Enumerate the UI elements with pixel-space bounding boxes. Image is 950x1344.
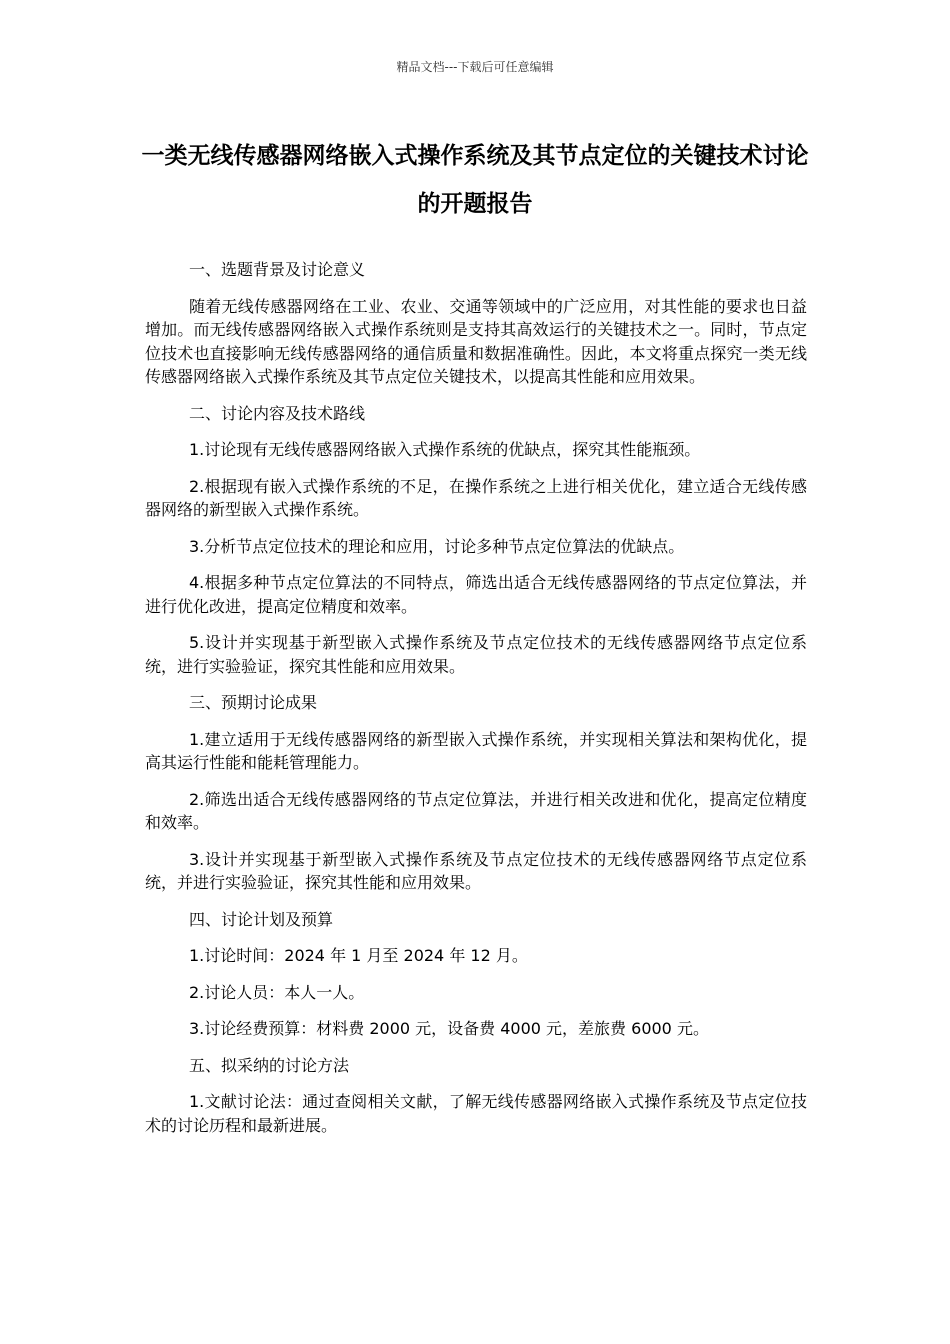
section-heading-background: 一、选题背景及讨论意义 bbox=[189, 260, 366, 279]
list-item: 4.根据多种节点定位算法的不同特点，筛选出适合无线传感器网络的节点定位算法，并进行优化改进，提高定位精度和效率。 bbox=[145, 573, 807, 616]
section-heading-methods: 五、拟采纳的讨论方法 bbox=[189, 1055, 350, 1075]
list-item: 2.讨论人员：本人一人。 bbox=[189, 982, 365, 1002]
list-item: 2.筛选出适合无线传感器网络的节点定位算法，并进行相关改进和优化，提高定位精度和效率。 bbox=[145, 789, 807, 832]
document-title: 一类无线传感器网络嵌入式操作系统及其节点定位的关键技术讨论的开题报告 bbox=[141, 143, 809, 217]
section-heading-plan: 四、讨论计划及预算 bbox=[189, 909, 334, 929]
list-item: 3.分析节点定位技术的理论和应用，讨论多种节点定位算法的优缺点。 bbox=[189, 536, 685, 556]
section-heading-content: 二、讨论内容及技术路线 bbox=[189, 403, 366, 423]
section-heading-outcomes: 三、预期讨论成果 bbox=[189, 693, 318, 712]
list-item: 1.建立适用于无线传感器网络的新型嵌入式操作系统，并实现相关算法和架构优化，提高其运行性能和能耗管理能力。 bbox=[145, 729, 807, 772]
paragraph-background: 随着无线传感器网络在工业、农业、交通等领域中的广泛应用，对其性能的要求也日益增加。而无线传感器网络嵌入式操作系统则是支持其高效运行的关键技术之一。同时，节点定位技术也直接影响无线传感器网络的通信质量和数据准确性。因此，本文将重点探究一类无线传感器网络嵌入式操作系统及其节点定位关键技术，以提高其性能和应用效果。 bbox=[145, 296, 807, 386]
list-item: 1.讨论现有无线传感器网络嵌入式操作系统的优缺点，探究其性能瓶颈。 bbox=[189, 440, 701, 459]
list-item: 1.讨论时间：2024 年 1 月至 2024 年 12 月。 bbox=[189, 946, 528, 965]
list-item: 2.根据现有嵌入式操作系统的不足，在操作系统之上进行相关优化，建立适合无线传感器网络的新型嵌入式操作系统。 bbox=[145, 476, 807, 519]
header-note: 精品文档---下载后可任意编辑 bbox=[396, 60, 554, 74]
list-item: 1.文献讨论法：通过查阅相关文献，了解无线传感器网络嵌入式操作系统及节点定位技术的讨论历程和最新进展。 bbox=[145, 1092, 807, 1135]
list-item: 3.设计并实现基于新型嵌入式操作系统及节点定位技术的无线传感器网络节点定位系统，并进行实验验证，探究其性能和应用效果。 bbox=[145, 849, 807, 892]
document-body bbox=[145, 258, 807, 1150]
list-item: 5.设计并实现基于新型嵌入式操作系统及节点定位技术的无线传感器网络节点定位系统，进行实验验证，探究其性能和应用效果。 bbox=[145, 633, 807, 676]
list-item: 3.讨论经费预算：材料费 2000 元，设备费 4000 元，差旅费 6000 元。 bbox=[189, 1019, 709, 1038]
